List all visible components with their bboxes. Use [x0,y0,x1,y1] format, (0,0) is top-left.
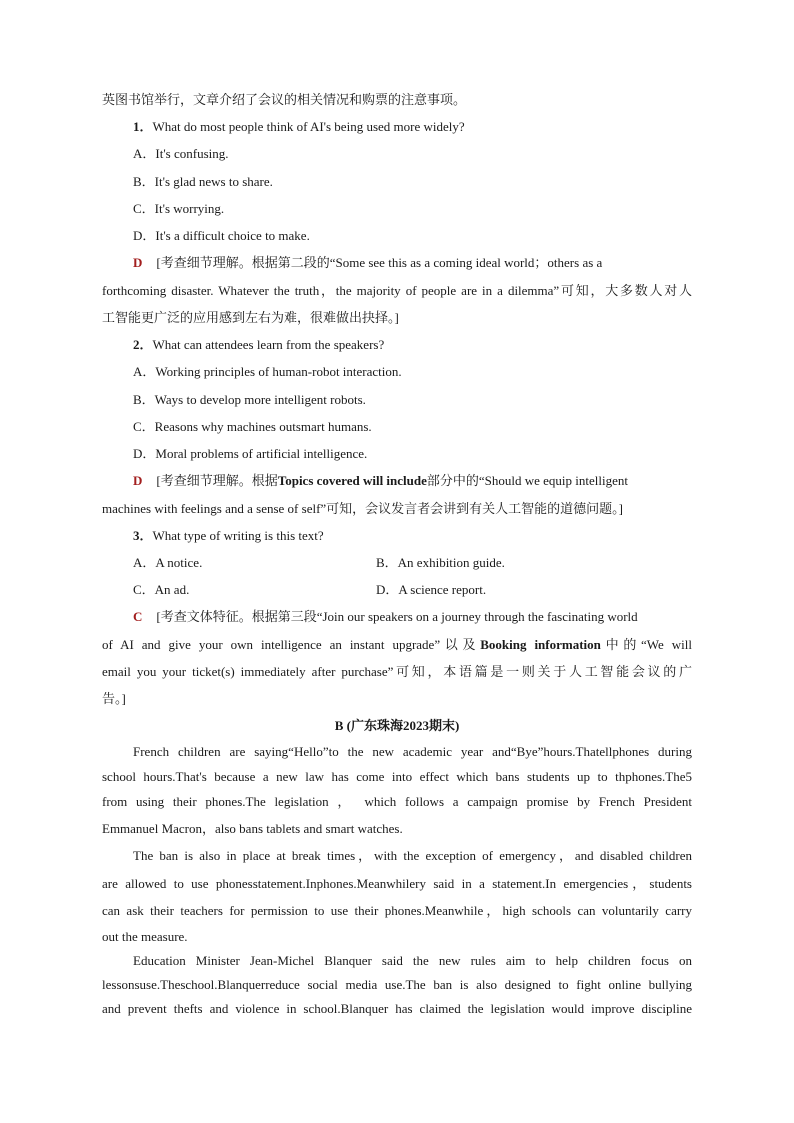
section-heading: B (广东珠海2023期末) [334,718,460,733]
question-1 [133,118,723,136]
passage-line-6: are allowed to use phonesstatement.Inphones.Meanwhilery said in a statement.In emergencies，students [102,876,692,891]
passage-line-2: school hours.That's because a new law has come into effect which bans students up to thphones.The5 [102,769,692,784]
answer-badge: D [133,473,143,488]
options-row-2 [133,581,633,599]
question-text: What do most people think of AI's being used more widely? [152,119,465,134]
explanation-3-line-4: 告。] [102,691,126,706]
explanation-2-line-1: D [考查细节理解。根据Topics covered will include部分中的“Should we equip intelligent [133,473,629,488]
question-2 [133,336,723,354]
answer-badge: C [133,609,143,624]
passage-line-4: Emmanuel Macron，also bans tablets and smart watches. [102,821,403,836]
answer-badge: D [133,255,143,270]
option-3c: C．An ad. [133,582,190,597]
explanation-1-line-2: forthcoming disaster. Whatever the truth，the majority of people are in a dilemma”可知，大多数人对人 [102,283,692,298]
question-number: 1． [133,119,153,134]
explanation-2-line-2: machines with feelings and a sense of self”可知，会议发言者会讲到有关人工智能的道德问题。] [102,501,624,516]
options-row-1 [133,554,633,572]
option-2b: B．Ways to develop more intelligent robots. [133,392,366,407]
passage-line-3: from using their phones.The legislation ， which follows a campaign promise by French President [102,794,692,809]
option-1d: D．It's a difficult choice to make. [133,228,310,243]
explanation-3-line-3: email you your ticket(s) immediately after purchase”可知，本语篇是一则关于人工智能会议的广 [102,664,692,679]
option-2d: D．Moral problems of artificial intelligence. [133,446,368,461]
question-3 [133,527,723,545]
intro-line: 英图书馆举行，文章介绍了会议的相关情况和购票的注意事项。 [102,92,467,107]
option-3b: B．An exhibition guide. [376,555,505,570]
explanation-1-line-1: D [考查细节理解。根据第二段的“Some see this as a coming ideal world；others as a [133,255,603,270]
passage-line-7: can ask their teachers for permission to use their phones.Meanwhile，high schools can voluntarily carry [102,903,692,918]
passage-line-9: Education Minister Jean-Michel Blanquer said the new rules aim to help children focus on [133,953,692,968]
passage-line-10: lessonsuse.Theschool.Blanquerreduce social media use.The ban is also designed to fight online bullying [102,977,692,992]
question-number: 3． [133,528,153,543]
passage-line-5: The ban is also in place at break times，with the exception of emergency，and disabled children [133,848,692,863]
question-text: What can attendees learn from the speakers? [152,337,385,352]
option-1b: B．It's glad news to share. [133,174,273,189]
explanation-1-line-3: 工智能更广泛的应用感到左右为难，很难做出抉择。] [102,310,399,325]
option-2c: C．Reasons why machines outsmart humans. [133,419,372,434]
passage-line-1: French children are saying“Hello”to the new academic year and“Bye”hours.Thatellphones during [133,744,692,759]
explanation-3-line-2: of AI and give your own intelligence an instant upgrade”以及Booking information中的“We will [102,637,692,652]
option-2a: A．Working principles of human-robot interaction. [133,364,402,379]
passage-line-8: out the measure. [102,929,188,944]
question-text: What type of writing is this text? [152,528,324,543]
passage-line-11: and prevent thefts and violence in school.Blanquer has claimed the legislation would improve discipline [102,1001,692,1016]
explanation-3-line-1: C [考查文体特征。根据第三段“Join our speakers on a journey through the fascinating world [133,609,638,624]
option-3a: A．A notice. [133,555,203,570]
question-number: 2． [133,337,153,352]
option-1c: C．It's worrying. [133,201,225,216]
option-1a: A．It's confusing. [133,146,229,161]
option-3d: D．A science report. [376,582,487,597]
